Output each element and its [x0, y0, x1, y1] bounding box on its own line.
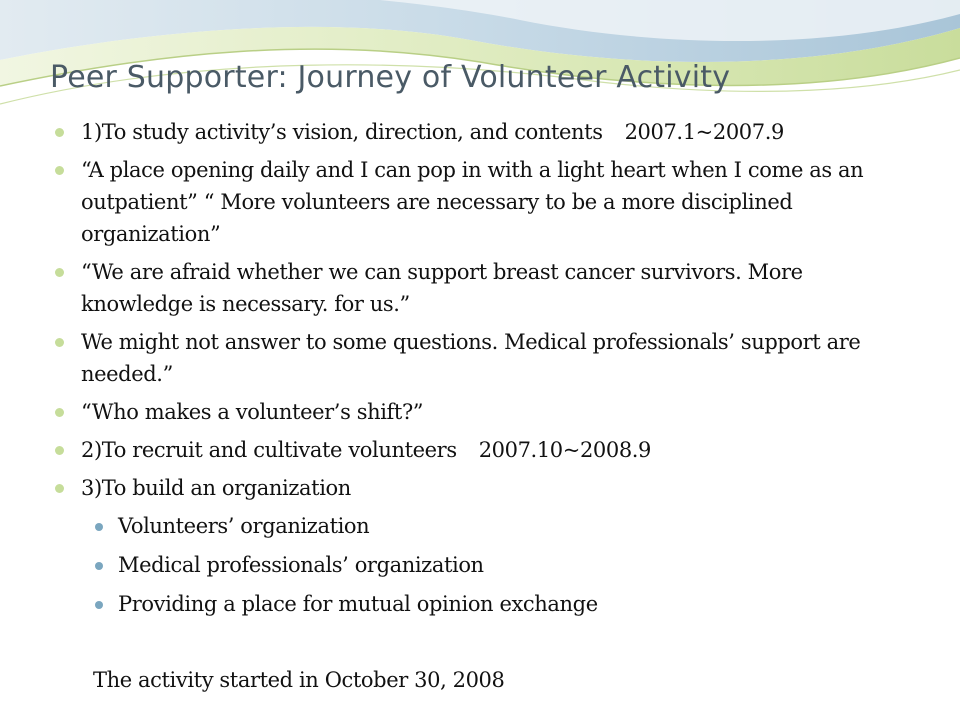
sub-bullet-item	[50, 549, 910, 581]
bullet-dot-icon	[55, 128, 64, 137]
sub-bullet-dot-icon	[95, 601, 103, 609]
bullet-text: We might not answer to some questions. Medical professionals’ support are needed.”	[81, 330, 861, 386]
bullet-item	[50, 154, 910, 250]
bullet-date: 2007.1~2007.9	[624, 120, 784, 144]
bullet-dot-icon	[55, 338, 64, 347]
sub-bullet-item	[50, 588, 910, 620]
bullet-item	[50, 326, 910, 390]
slide-body	[50, 116, 910, 627]
sub-bullet-item	[50, 510, 910, 542]
bullet-date: 2007.10~2008.9	[478, 438, 652, 462]
bullet-dot-icon	[55, 166, 64, 175]
bullet-text: 3)To build an organization	[81, 476, 351, 500]
bullet-list	[50, 116, 910, 504]
bullet-text: “A place opening daily and I can pop in with a light heart when I come as an outpatient” “ More volunteers are necessary to be a more disciplined organization”	[81, 158, 864, 246]
bullet-item	[50, 434, 910, 466]
bullet-dot-icon	[55, 484, 64, 493]
bullet-text: “Who makes a volunteer’s shift?”	[81, 400, 424, 424]
bullet-text: “We are afraid whether we can support breast cancer survivors. More knowledge is necessary. for us.”	[81, 260, 803, 316]
bullet-text: 1)To study activity’s vision, direction, and contents	[81, 120, 603, 144]
bullet-text: 2)To recruit and cultivate volunteers	[81, 438, 457, 462]
sub-bullet-dot-icon	[95, 562, 103, 570]
bullet-item	[50, 256, 910, 320]
bullet-item	[50, 116, 910, 148]
sub-bullet-list	[50, 510, 910, 620]
bullet-dot-icon	[55, 268, 64, 277]
sub-bullet-text: Providing a place for mutual opinion exchange	[118, 592, 598, 616]
sub-bullet-text: Volunteers’ organization	[118, 514, 370, 538]
sub-bullet-dot-icon	[95, 523, 103, 531]
bullet-item	[50, 472, 910, 504]
bullet-item	[50, 396, 910, 428]
slide-title: Peer Supporter: Journey of Volunteer Activity	[50, 60, 731, 95]
bullet-dot-icon	[55, 408, 64, 417]
bullet-dot-icon	[55, 446, 64, 455]
sub-bullet-text: Medical professionals’ organization	[118, 553, 484, 577]
activity-start-note: The activity started in October 30, 2008	[93, 668, 505, 692]
